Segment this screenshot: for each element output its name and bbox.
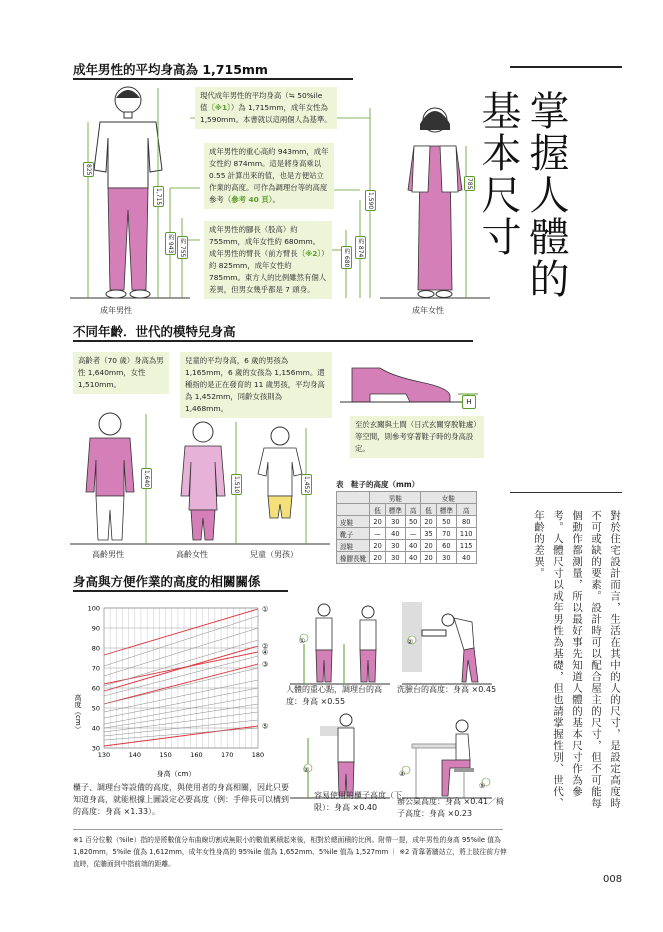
chart-ytick-label: 50 bbox=[91, 704, 100, 713]
section2-rule bbox=[73, 340, 473, 342]
chart-grid bbox=[104, 608, 258, 748]
elderly-female-figure bbox=[181, 422, 225, 540]
section3-rule bbox=[73, 590, 288, 592]
shoe-height-marker: H bbox=[462, 395, 476, 409]
label-adult-male: 成年男性 bbox=[100, 306, 132, 315]
note-average-height: 現代成年男性的平均身高（≒ 50%ile 值〔※1〕）為 1,715mm，成年女性為 1,590mm。本書就以這兩個人為基準。 bbox=[195, 87, 337, 129]
table-row: 皮鞋 20 30 50 20 50 80 bbox=[337, 516, 477, 528]
chart-plot-area bbox=[104, 608, 258, 748]
label-elderly-male: 高齡男性 bbox=[92, 550, 124, 559]
chart-ytick-label: 40 bbox=[91, 724, 100, 733]
adult-male-figure bbox=[94, 87, 162, 298]
fig-mark-3: ③ bbox=[303, 766, 310, 774]
fig-mark-5: ⑤ bbox=[479, 782, 486, 790]
fig-mark-2: ② bbox=[407, 638, 414, 646]
body-rule bbox=[510, 492, 622, 493]
chart-xtick-label: 180 bbox=[251, 751, 265, 759]
child-figure bbox=[258, 427, 302, 518]
note-shoes: 至於玄關與土間（日式玄關穿脫鞋處）等空間，則參考穿著鞋子時的身高設定。 bbox=[350, 416, 484, 458]
chart-ytick-label: 60 bbox=[91, 684, 100, 693]
dim-874: 約 874 bbox=[357, 238, 364, 258]
elderly-male-figure bbox=[86, 413, 134, 540]
chart-ytick-label: 80 bbox=[91, 644, 100, 653]
table-row: 涼鞋 20 30 40 20 60 115 bbox=[337, 540, 477, 552]
label-elderly-female: 高齡女性 bbox=[176, 550, 208, 559]
chart-series-label: ⑤ bbox=[262, 722, 269, 731]
table-group-women: 女鞋 bbox=[421, 492, 476, 504]
caption-wash-basin: 洗臉台的高度：身高 ×0.45 bbox=[397, 685, 497, 694]
chart-series-label: ④ bbox=[262, 648, 269, 657]
dim-1640: 1,640 bbox=[143, 470, 150, 488]
adult-female-figure bbox=[408, 108, 462, 298]
caption-counter: 人體的重心點，調理台的高度：身高 ×0.55 bbox=[286, 685, 382, 706]
page-number: 008 bbox=[603, 874, 623, 885]
note-leg-arm-length: 成年男性的腳長（股高）約 755mm，成年女性約 680mm。成年男性的臂長（前方臂長〔※2〕）約 825mm，成年女性約 785mm。東方人的比例雖然有個人差異，但男女幾乎都是 7 頭身。 bbox=[204, 221, 332, 299]
figure-wash-basin bbox=[402, 602, 492, 684]
dim-755: 約 755 bbox=[179, 238, 186, 258]
section3-title: 身高與方便作業的高度的相關關係 bbox=[73, 574, 261, 589]
chart-yticks bbox=[88, 605, 100, 753]
table-group-men: 男鞋 bbox=[370, 492, 421, 504]
note-center-of-gravity: 成年男性的重心高約 943mm，成年女性約 874mm。這是將身高乘以 0.55 計算出來的值，也是方便站立作業的高度。可作為調理台等的高度參考（參考 40 頁）。 bbox=[204, 143, 334, 209]
chart-series-label: ① bbox=[262, 605, 269, 614]
chart-xtick-label: 140 bbox=[128, 751, 142, 759]
dim-1715: 1,715 bbox=[155, 188, 162, 206]
chart-xticks bbox=[98, 751, 264, 759]
footnote: ※1 百分位數（%ile）指的是將數值分布曲線切割成無限小的數值累積起來後，相對於總面積的比例。附帶一提，成年男性的身高 95%ile 值為 1,820mm，5%ile 值為 1,612mm，成年女性身高的 95%ile 值為 1,652mm、5%ile 值為 1,527mm ｜ ※2 背靠著牆站立，將上肢往前方伸直時，從牆面到中指前端的距離。 bbox=[73, 836, 507, 868]
shoe-table-title: 表 鞋子的高度（mm） bbox=[336, 480, 420, 489]
dim-680: 約 680 bbox=[343, 248, 350, 268]
dim-1510: 1,510 bbox=[233, 476, 240, 494]
figure-cabinet bbox=[290, 714, 390, 798]
dim-785: 785 bbox=[466, 178, 473, 190]
section1-title: 成年男性的平均身高為 1,715mm bbox=[73, 62, 268, 77]
chart-ytick-label: 30 bbox=[91, 744, 100, 753]
table-row: 橡膠長靴 20 30 40 20 30 40 bbox=[337, 552, 477, 564]
fig-mark-4: ④ bbox=[399, 770, 406, 778]
chart-ytick-label: 90 bbox=[91, 624, 100, 633]
caption-desk-chair: 辦公桌高度：身高 ×0.41／椅子高度：身高 ×0.23 bbox=[397, 797, 505, 818]
page-title: 掌握人體的 bbox=[523, 90, 569, 300]
shoe-height-table: 男鞋 女鞋 低 標準 高 低 標準 高 皮鞋 20 30 50 20 50 80 靴子 — 40 — 35 70 110 涼鞋 20 30 40 20 60 115 橡膠長靴 20 30 40 20 30 40 bbox=[336, 491, 477, 564]
dim-1590: 1,590 bbox=[367, 192, 374, 210]
label-adult-female: 成年女性 bbox=[412, 306, 444, 315]
table-corner bbox=[337, 492, 370, 504]
chart-xtick-label: 150 bbox=[159, 751, 172, 759]
dim-1452: 1,452 bbox=[303, 476, 310, 494]
chart-xlabel: 身高（cm） bbox=[156, 770, 196, 778]
fig-mark-1: ① bbox=[299, 637, 306, 645]
footnote-rule bbox=[73, 829, 503, 830]
chart-series-label: ② bbox=[262, 642, 269, 651]
intro-body-text: 對於住宅設計而言，生活在其中的人的尺寸，是設定高度時不可或缺的要素。設計時可以配合屋主的尺寸，但不可能每個動作都測量，所以最好事先知道人體的基本尺寸作為參考。人體尺寸以成年男性為基礎，但也請掌握性別、世代、年齡的差異。 bbox=[533, 510, 621, 809]
caption-cabinet: 容易使用的櫃子高度（下限）：身高 ×0.40 bbox=[314, 791, 402, 812]
dim-825: 825 bbox=[85, 164, 92, 176]
dim-943: 約 943 bbox=[167, 234, 174, 254]
age-figures bbox=[70, 400, 330, 550]
chart-caption: 櫃子、調理台等設備的高度，與使用者的身高相關，因此只要知道身高，就能根據上圖設定必要高度（例：手伸長可以構到的高度：身高 ×1.33）。 bbox=[73, 783, 289, 816]
chart-ylabel: 高度（cm） bbox=[74, 694, 82, 733]
chart-xtick-label: 170 bbox=[220, 751, 234, 759]
note-elderly: 高齡者（70 歲）身高為男性 1,640mm，女性 1,510mm。 bbox=[73, 352, 169, 394]
chart-xtick-label: 160 bbox=[190, 751, 203, 759]
section2-title: 不同年齡．世代的模特兒身高 bbox=[73, 324, 236, 339]
chart-ytick-label: 100 bbox=[87, 604, 100, 613]
table-row: 靴子 — 40 — 35 70 110 bbox=[337, 528, 477, 540]
page-title-line2: 基本尺寸 bbox=[475, 90, 521, 258]
chart-xtick-label: 130 bbox=[97, 751, 111, 759]
note-children: 兒童的平均身高，6 歲的男孩為 1,165mm，6 歲的女孩為 1,156mm。還種指的是正在發育的 11 歲男孩，平均身高為 1,452mm，同齡女孩則為 1,468mm。 bbox=[180, 352, 332, 418]
height-chart bbox=[72, 598, 272, 780]
chart-ytick-label: 70 bbox=[91, 664, 100, 673]
label-child: 兒童（男孩） bbox=[250, 550, 298, 559]
chart-series-label: ③ bbox=[262, 660, 269, 669]
title-rule bbox=[510, 66, 622, 68]
chart-series-marks bbox=[262, 606, 268, 731]
